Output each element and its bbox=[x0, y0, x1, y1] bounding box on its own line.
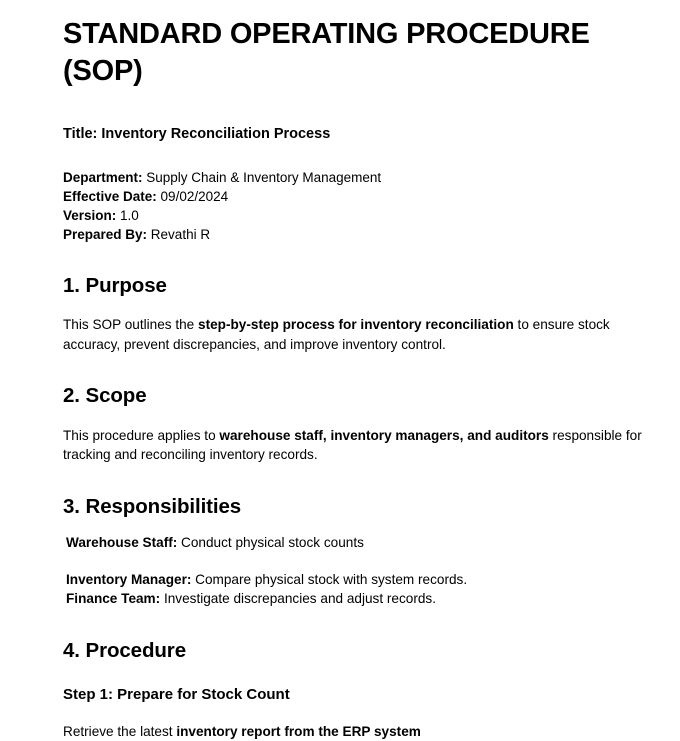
metadata-value-effective-date: 09/02/2024 bbox=[156, 188, 229, 204]
step-text-emphasis: inventory report from the ERP system bbox=[176, 723, 421, 739]
step-heading-1: Step 1: Prepare for Stock Count bbox=[63, 686, 290, 704]
scope-text-emphasis: warehouse staff, inventory managers, and auditors bbox=[219, 427, 549, 443]
section-body-scope bbox=[63, 409, 669, 465]
metadata-label-version: Version: bbox=[63, 207, 117, 223]
metadata-label-effective-date: Effective Date: bbox=[63, 188, 157, 204]
page-title: STANDARD OPERATING PROCEDURE (SOP) bbox=[63, 18, 590, 88]
responsibility-text-warehouse-staff: Conduct physical stock counts bbox=[177, 535, 364, 551]
list-item bbox=[66, 570, 667, 590]
responsibilities-list bbox=[63, 519, 667, 609]
responsibility-group-warehouse bbox=[66, 533, 667, 553]
purpose-text-after: to ensure stock accuracy, prevent discrepancies, and improve inventory control. bbox=[63, 317, 610, 352]
purpose-text-emphasis: step-by-step process for inventory reconciliation bbox=[198, 317, 514, 333]
metadata-value-version: 1.0 bbox=[116, 207, 139, 223]
metadata-label-prepared-by: Prepared By: bbox=[63, 226, 148, 242]
section-heading-procedure: 4. Procedure bbox=[63, 638, 186, 662]
metadata-row-department bbox=[63, 168, 667, 187]
metadata-row-prepared-by bbox=[63, 225, 667, 244]
responsibility-label-warehouse-staff: Warehouse Staff: bbox=[66, 535, 178, 551]
responsibility-group-manager-finance bbox=[66, 553, 667, 609]
responsibility-label-finance-team: Finance Team: bbox=[66, 591, 161, 607]
list-item bbox=[66, 589, 667, 609]
metadata-label-department: Department: bbox=[63, 169, 143, 185]
purpose-text-before: This SOP outlines the bbox=[63, 317, 199, 333]
step-body-1 bbox=[63, 705, 667, 741]
document-title-line: Title: Inventory Reconciliation Process bbox=[63, 126, 331, 143]
metadata-value-prepared-by: Revathi R bbox=[147, 226, 211, 242]
document-content bbox=[63, 0, 667, 741]
list-item bbox=[66, 533, 667, 553]
section-heading-purpose: 1. Purpose bbox=[63, 273, 167, 297]
responsibility-label-inventory-manager: Inventory Manager: bbox=[66, 571, 192, 587]
responsibility-text-finance-team: Investigate discrepancies and adjust records. bbox=[160, 591, 436, 607]
scope-text-after: responsible for tracking and reconciling inventory records. bbox=[63, 427, 642, 463]
metadata-value-department: Supply Chain & Inventory Management bbox=[142, 169, 382, 185]
document-metadata bbox=[63, 145, 667, 244]
metadata-row-effective-date bbox=[63, 187, 667, 206]
step-text-before: Retrieve the latest bbox=[63, 723, 177, 739]
section-heading-responsibilities: 3. Responsibilities bbox=[63, 494, 242, 518]
section-body-purpose bbox=[63, 298, 643, 354]
section-heading-scope: 2. Scope bbox=[63, 384, 147, 408]
metadata-row-version bbox=[63, 206, 667, 225]
scope-text-before: This procedure applies to bbox=[63, 427, 220, 443]
responsibility-text-inventory-manager: Compare physical stock with system records. bbox=[191, 571, 468, 587]
